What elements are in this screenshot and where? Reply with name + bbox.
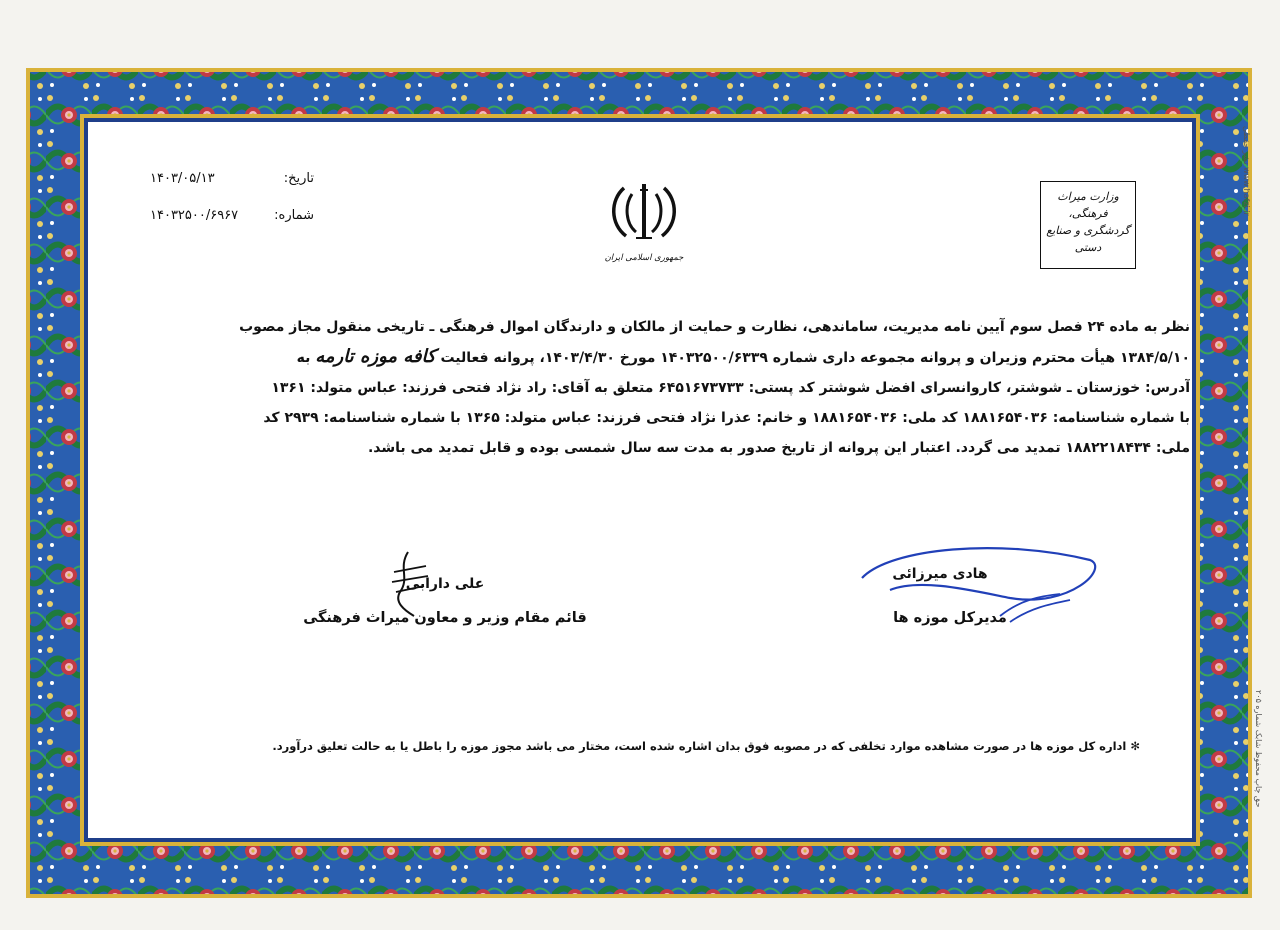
number-value: ۱۴۰۳۲۵۰۰/۶۹۶۷ <box>150 208 239 223</box>
body-line-5: ملی: ۱۸۸۲۲۱۸۴۳۴ تمدید می گردد. اعتبار این پروانه از تاریخ صدور به مدت سه سال شمسی بوده و قابل تمدید می باشد. <box>367 440 1190 456</box>
footnote: ✻ اداره کل موزه ها در صورت مشاهده موارد تخلفی که در مصوبه فوق بدان اشاره شده است، مختار می باشد مجوز موزه را باطل یا به حالت تعلیق درآورد. <box>272 739 1140 753</box>
emblem-icon <box>606 180 682 246</box>
right-signer-title: مدیرکل موزه ها <box>893 610 1007 626</box>
copyright-side-text: حق چاپ محفوظ شابک شماره ۲۰۵ <box>1254 690 1263 808</box>
certificate-body <box>158 312 1190 463</box>
left-signer-title: قائم مقام وزیر و معاون میراث فرهنگی <box>303 610 587 626</box>
emblem-caption: جمهوری اسلامی ایران <box>604 253 684 263</box>
right-signer-name: هادی میرزائی <box>892 566 988 582</box>
body-line-3: آدرس: خوزستان ـ شوشتر، کاروانسرای افضل شوشتر کد پستی: ۶۴۵۱۶۷۳۷۳۳ متعلق به آقای: راد نژاد فتحی فرزند: عباس متولد: ۱۳۶۱ <box>271 380 1190 396</box>
number-label: شماره: <box>274 208 314 223</box>
ministry-logo <box>1040 181 1136 269</box>
body-line-2b: به <box>296 350 311 366</box>
body-line-1: نظر به ماده ۲۴ فصل سوم آیین نامه مدیریت، ساماندهی، نظارت و حمایت از مالکان و دارندگان اموال فرهنگی ـ تاریخی منقول مجاز مصوب <box>239 319 1190 335</box>
museum-name: کافه موزه تارمه <box>315 346 436 367</box>
body-line-2a: ۱۳۸۴/۵/۱۰ هیأت محترم وزیران و پروانه مجموعه داری شماره ۱۴۰۳۲۵۰۰/۶۳۳۹ مورخ ۱۴۰۳/۴/۳۰، پروانه فعالیت <box>440 350 1190 366</box>
publisher-side-text: نشر حفظی www.hafzi.ir <box>1242 126 1251 216</box>
ministry-logo-text: وزارت میراث فرهنگی، گردشگری و صنایع دستی <box>1046 190 1130 254</box>
date-value: ۱۴۰۳/۰۵/۱۳ <box>150 171 215 186</box>
iran-emblem <box>606 180 682 246</box>
body-line-4: با شماره شناسنامه: ۱۸۸۱۶۵۴۰۳۶ کد ملی: ۱۸۸۱۶۵۴۰۳۶ و خانم: عذرا نژاد فتحی فرزند: عباس متولد: ۱۳۶۵ با شماره شناسنامه: ۲۹۳۹ کد <box>263 410 1190 426</box>
left-signer-name: علی دارابی <box>405 576 485 592</box>
body-line-2 <box>158 342 1190 373</box>
date-label: تاریخ: <box>283 171 314 186</box>
